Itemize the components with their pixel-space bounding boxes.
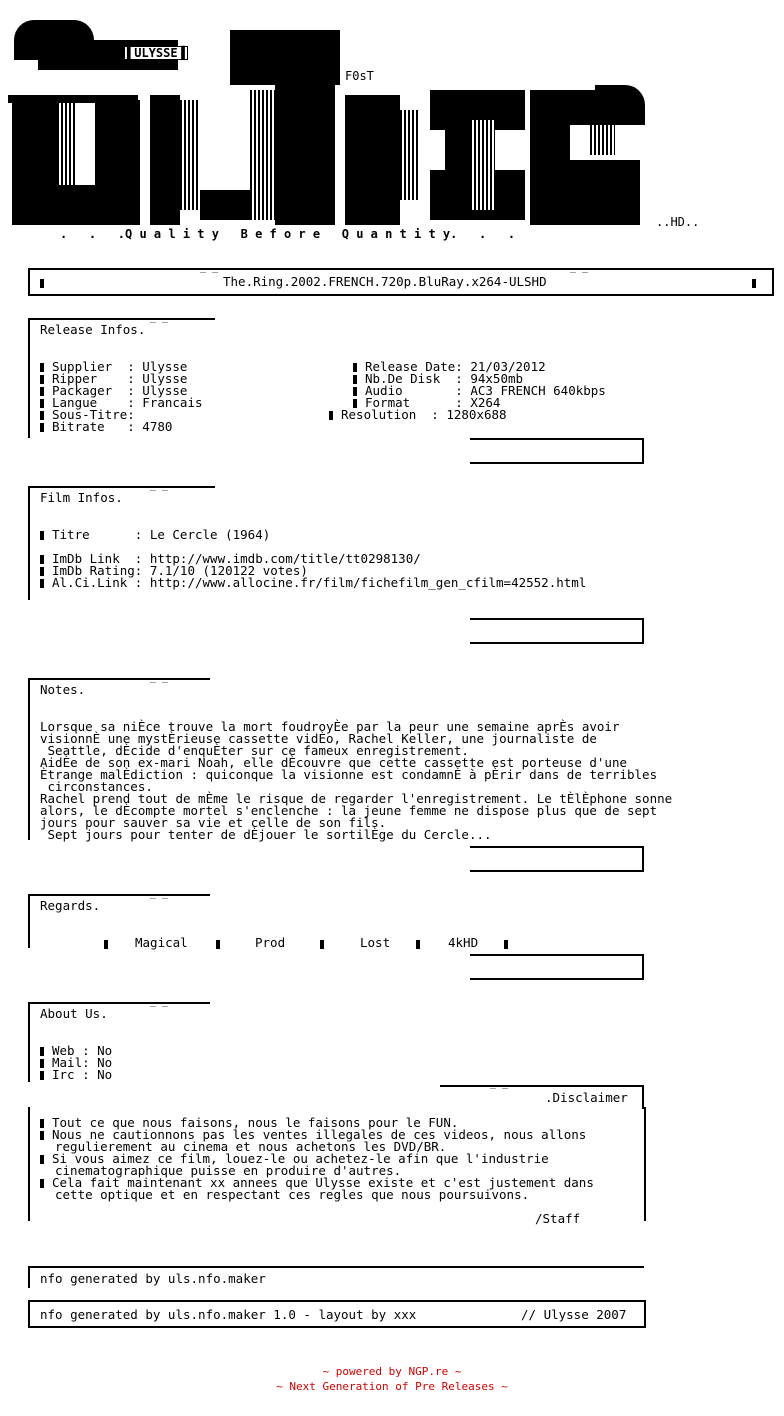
regards-item: Prod [255, 935, 286, 950]
about-irc: Irc : No [40, 1069, 112, 1081]
block-marker [104, 938, 116, 950]
divider: _ _ [150, 312, 169, 323]
section-close-box [470, 438, 644, 464]
imdb-rating: ImDb Rating: 7.1/10 (120122 votes) [40, 565, 308, 577]
section-close-box [470, 618, 644, 644]
regards-item: Magical [135, 935, 188, 950]
disclaimer-item: Si vous aimez ce film, louez-le ou achetez-le afin que l'industrie [40, 1153, 549, 1165]
ngp-tagline: ~ Next Generation of Pre Releases ~ [276, 1380, 508, 1393]
disclaimer-heading: .Disclaimer [545, 1090, 628, 1105]
ascii-logo [0, 0, 784, 245]
release-infos-heading: Release Infos. [40, 322, 146, 337]
divider: _ _ [150, 480, 169, 491]
ngp-powered: ~ powered by NGP.re ~ [322, 1365, 462, 1378]
divider: _ _ [150, 996, 169, 1007]
disclaimer-item: Tout ce que nous faisons, nous le faisons pour le FUN. [40, 1117, 458, 1129]
disclaimer-signature: /Staff [535, 1211, 581, 1226]
notes-line: Seattle, dÈcide d'enquÈter sur ce fameux enregistrement. [40, 743, 469, 758]
film-title: Titre : Le Cercle (1964) [40, 529, 270, 541]
notes-line: jours pour sauver sa vie et celle de son fils. [40, 815, 387, 830]
notes-line: visionnÈ une mystÈrieuse cassette vidÈo, Rachel Keller, une journaliste de [40, 731, 597, 746]
allocine-link[interactable]: Al.Ci.Link : http://www.allocine.fr/film/fichefilm_gen_cfilm=42552.html [40, 577, 586, 589]
notes-line: Rachel prend tout de mÈme le risque de regarder l'enregistrement. Le tÈlÈphone sonne [40, 791, 673, 806]
notes-line: Lorsque sa niÈce trouve la mort foudroyÈe par la peur une semaine aprÈs avoir [40, 719, 620, 734]
regards-heading: Regards. [40, 898, 101, 913]
divider: _ _ [490, 1078, 509, 1089]
info-line: Supplier : Ulysse [40, 361, 187, 373]
notes-heading: Notes. [40, 682, 86, 697]
logo-motto: . . .Q u a l i t y B e f o r e Q u a n t i t y. . . [60, 227, 516, 241]
block-marker [504, 938, 516, 950]
info-line: Audio : AC3 FRENCH 640kbps [353, 385, 606, 397]
logo-tag: ▌ULYSSE▐ [124, 46, 188, 60]
divider: _ _ [150, 888, 169, 899]
info-line: Format : X264 [353, 397, 500, 409]
disclaimer-item: cette optique et en respectant ces regles que nous poursuivons. [55, 1187, 530, 1202]
notes-line: Ètrange malÈdiction : quiconque la visionne est condamnÈ à pÈrir dans de terribles [40, 767, 658, 782]
section-close-box [470, 954, 644, 980]
block-marker [752, 277, 764, 289]
disclaimer-item: regulierement au cinema et nous achetons les DVD/BR. [55, 1139, 447, 1154]
disclaimer-item: Cela fait maintenant xx annees que Ulysse existe et c'est justement dans [40, 1177, 594, 1189]
info-line: Langue : Francais [40, 397, 203, 409]
info-line: Bitrate : 4780 [40, 421, 172, 433]
notes-line: alors, le dÈcompte mortel s'enclenche : la jeune femme ne dispose plus que de sept [40, 803, 658, 818]
info-line: Release Date: 21/03/2012 [353, 361, 546, 373]
disclaimer-item: cinematographique puisse en produire d'autres. [55, 1163, 402, 1178]
footer-credit: // Ulysse 2007 [521, 1307, 627, 1322]
divider: _ _ [570, 262, 589, 273]
release-title: The.Ring.2002.FRENCH.720p.BluRay.x264-ULSHD [223, 274, 547, 289]
footer-short: nfo generated by uls.nfo.maker [40, 1271, 266, 1286]
about-heading: About Us. [40, 1006, 108, 1021]
film-infos-heading: Film Infos. [40, 490, 123, 505]
divider: _ _ [200, 262, 219, 273]
logo-hd: ..HD.. [656, 215, 700, 229]
disclaimer-item: Nous ne cautionnons pas les ventes illegales de ces videos, nous allons [40, 1129, 586, 1141]
section-close-box [470, 846, 644, 872]
block-marker [416, 938, 428, 950]
notes-line: Sept jours pour tenter de dÈjouer le sortilÈge du Cercle... [40, 827, 492, 842]
info-line: Packager : Ulysse [40, 385, 187, 397]
regards-item: 4kHD [448, 935, 479, 950]
notes-line: AidÈe de son ex-mari Noah, elle dÈcouvre que cette cassette est porteuse d'une [40, 755, 627, 770]
block-marker [40, 277, 52, 289]
notes-line: circonstances. [40, 779, 153, 794]
regards-item: Lost [360, 935, 391, 950]
about-web: Web : No [40, 1045, 112, 1057]
info-line: Sous-Titre: [40, 409, 135, 421]
info-line: Ripper : Ulysse [40, 373, 187, 385]
info-line: Nb.De Disk : 94x50mb [353, 373, 523, 385]
logo-fest: F0sT [345, 69, 374, 83]
divider: _ _ [150, 672, 169, 683]
info-line: Resolution : 1280x688 [329, 409, 507, 421]
block-marker [320, 938, 332, 950]
imdb-link[interactable]: ImDb Link : http://www.imdb.com/title/tt0298130/ [40, 553, 421, 565]
block-marker [216, 938, 228, 950]
about-mail: Mail: No [40, 1057, 112, 1069]
footer-full: nfo generated by uls.nfo.maker 1.0 - layout by xxx [40, 1307, 417, 1322]
